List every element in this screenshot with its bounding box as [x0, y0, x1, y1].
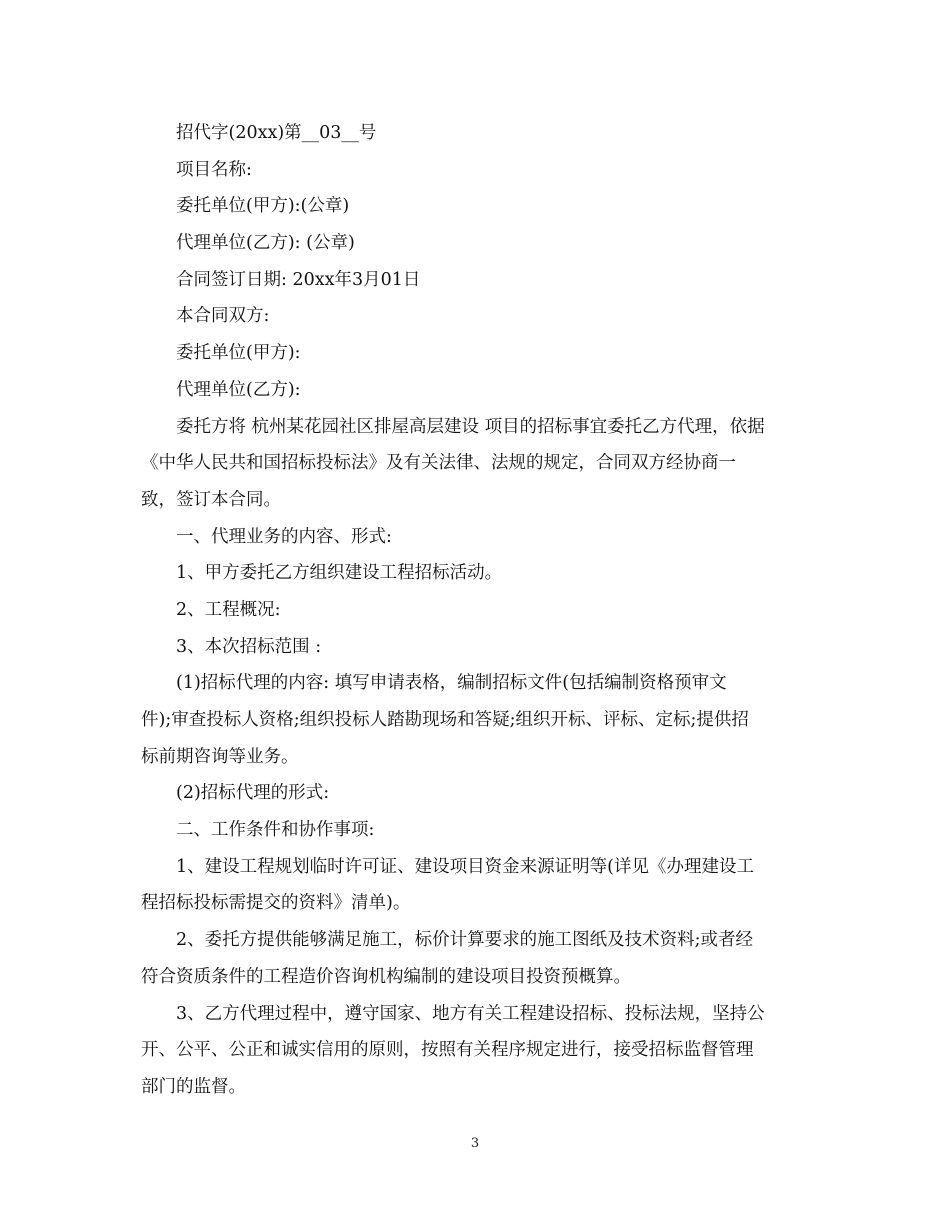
document-line: 本合同双方: [176, 306, 270, 327]
document-line: 1、建设工程规划临时许可证、建设项目资金来源证明等(详见《办理建设工 [176, 856, 754, 877]
document-line: 1、甲方委托乙方组织建设工程招标活动。 [176, 563, 503, 584]
document-line: 二、工作条件和协作事项: [176, 820, 375, 841]
document-line: 一、代理业务的内容、形式: [176, 526, 392, 547]
document-line: 2、委托方提供能够满足施工，标价计算要求的施工图纸及技术资料;或者经 [176, 930, 754, 951]
document-line: 代理单位(乙方): (公章) [176, 233, 355, 254]
page-number: 3 [470, 1136, 480, 1151]
document-line: 3、本次招标范围 : [176, 636, 322, 657]
document-line: 2、工程概况: [176, 599, 281, 620]
document-line: 符合资质条件的工程造价咨询机构编制的建设项目投资预概算。 [141, 966, 631, 987]
document-line: (1)招标代理的内容: 填写申请表格，编制招标文件(包括编制资格预审文 [176, 673, 727, 694]
document-line: 委托单位(甲方):(公章) [176, 196, 350, 217]
document-line: 件);审查投标人资格;组织投标人踏勘现场和答疑;组织开标、评标、定标;提供招 [141, 710, 749, 730]
document-line: 《中华人民共和国招标投标法》及有关法律、法规的规定，合同双方经协商一 [141, 453, 736, 474]
document-line: 合同签订日期: 20xx年3月01日 [176, 269, 421, 290]
document-line: 部门的监督。 [141, 1076, 246, 1097]
document-line: 委托单位(甲方): [176, 343, 301, 364]
document-line: 代理单位(乙方): [176, 379, 301, 400]
document-line: 标前期咨询等业务。 [141, 746, 299, 767]
document-line: 委托方将 杭州某花园社区排屋高层建设 项目的招标事宜委托乙方代理，依据 [176, 416, 765, 437]
document-line: 开、公平、公正和诚实信用的原则，按照有关程序规定进行，接受招标监督管理 [141, 1040, 754, 1061]
document-line: 招代字(20xx)第__03__号 [176, 123, 377, 143]
document-line: 项目名称: [176, 159, 252, 180]
document-body [141, 115, 809, 1106]
document-line: 3、乙方代理过程中，遵守国家、地方有关工程建设招标、投标法规，坚持公 [176, 1003, 765, 1024]
document-line: (2)招标代理的形式: [176, 783, 330, 804]
document-line: 程招标投标需提交的资料》清单)。 [141, 893, 411, 914]
document-line: 致，签订本合同。 [141, 489, 281, 510]
